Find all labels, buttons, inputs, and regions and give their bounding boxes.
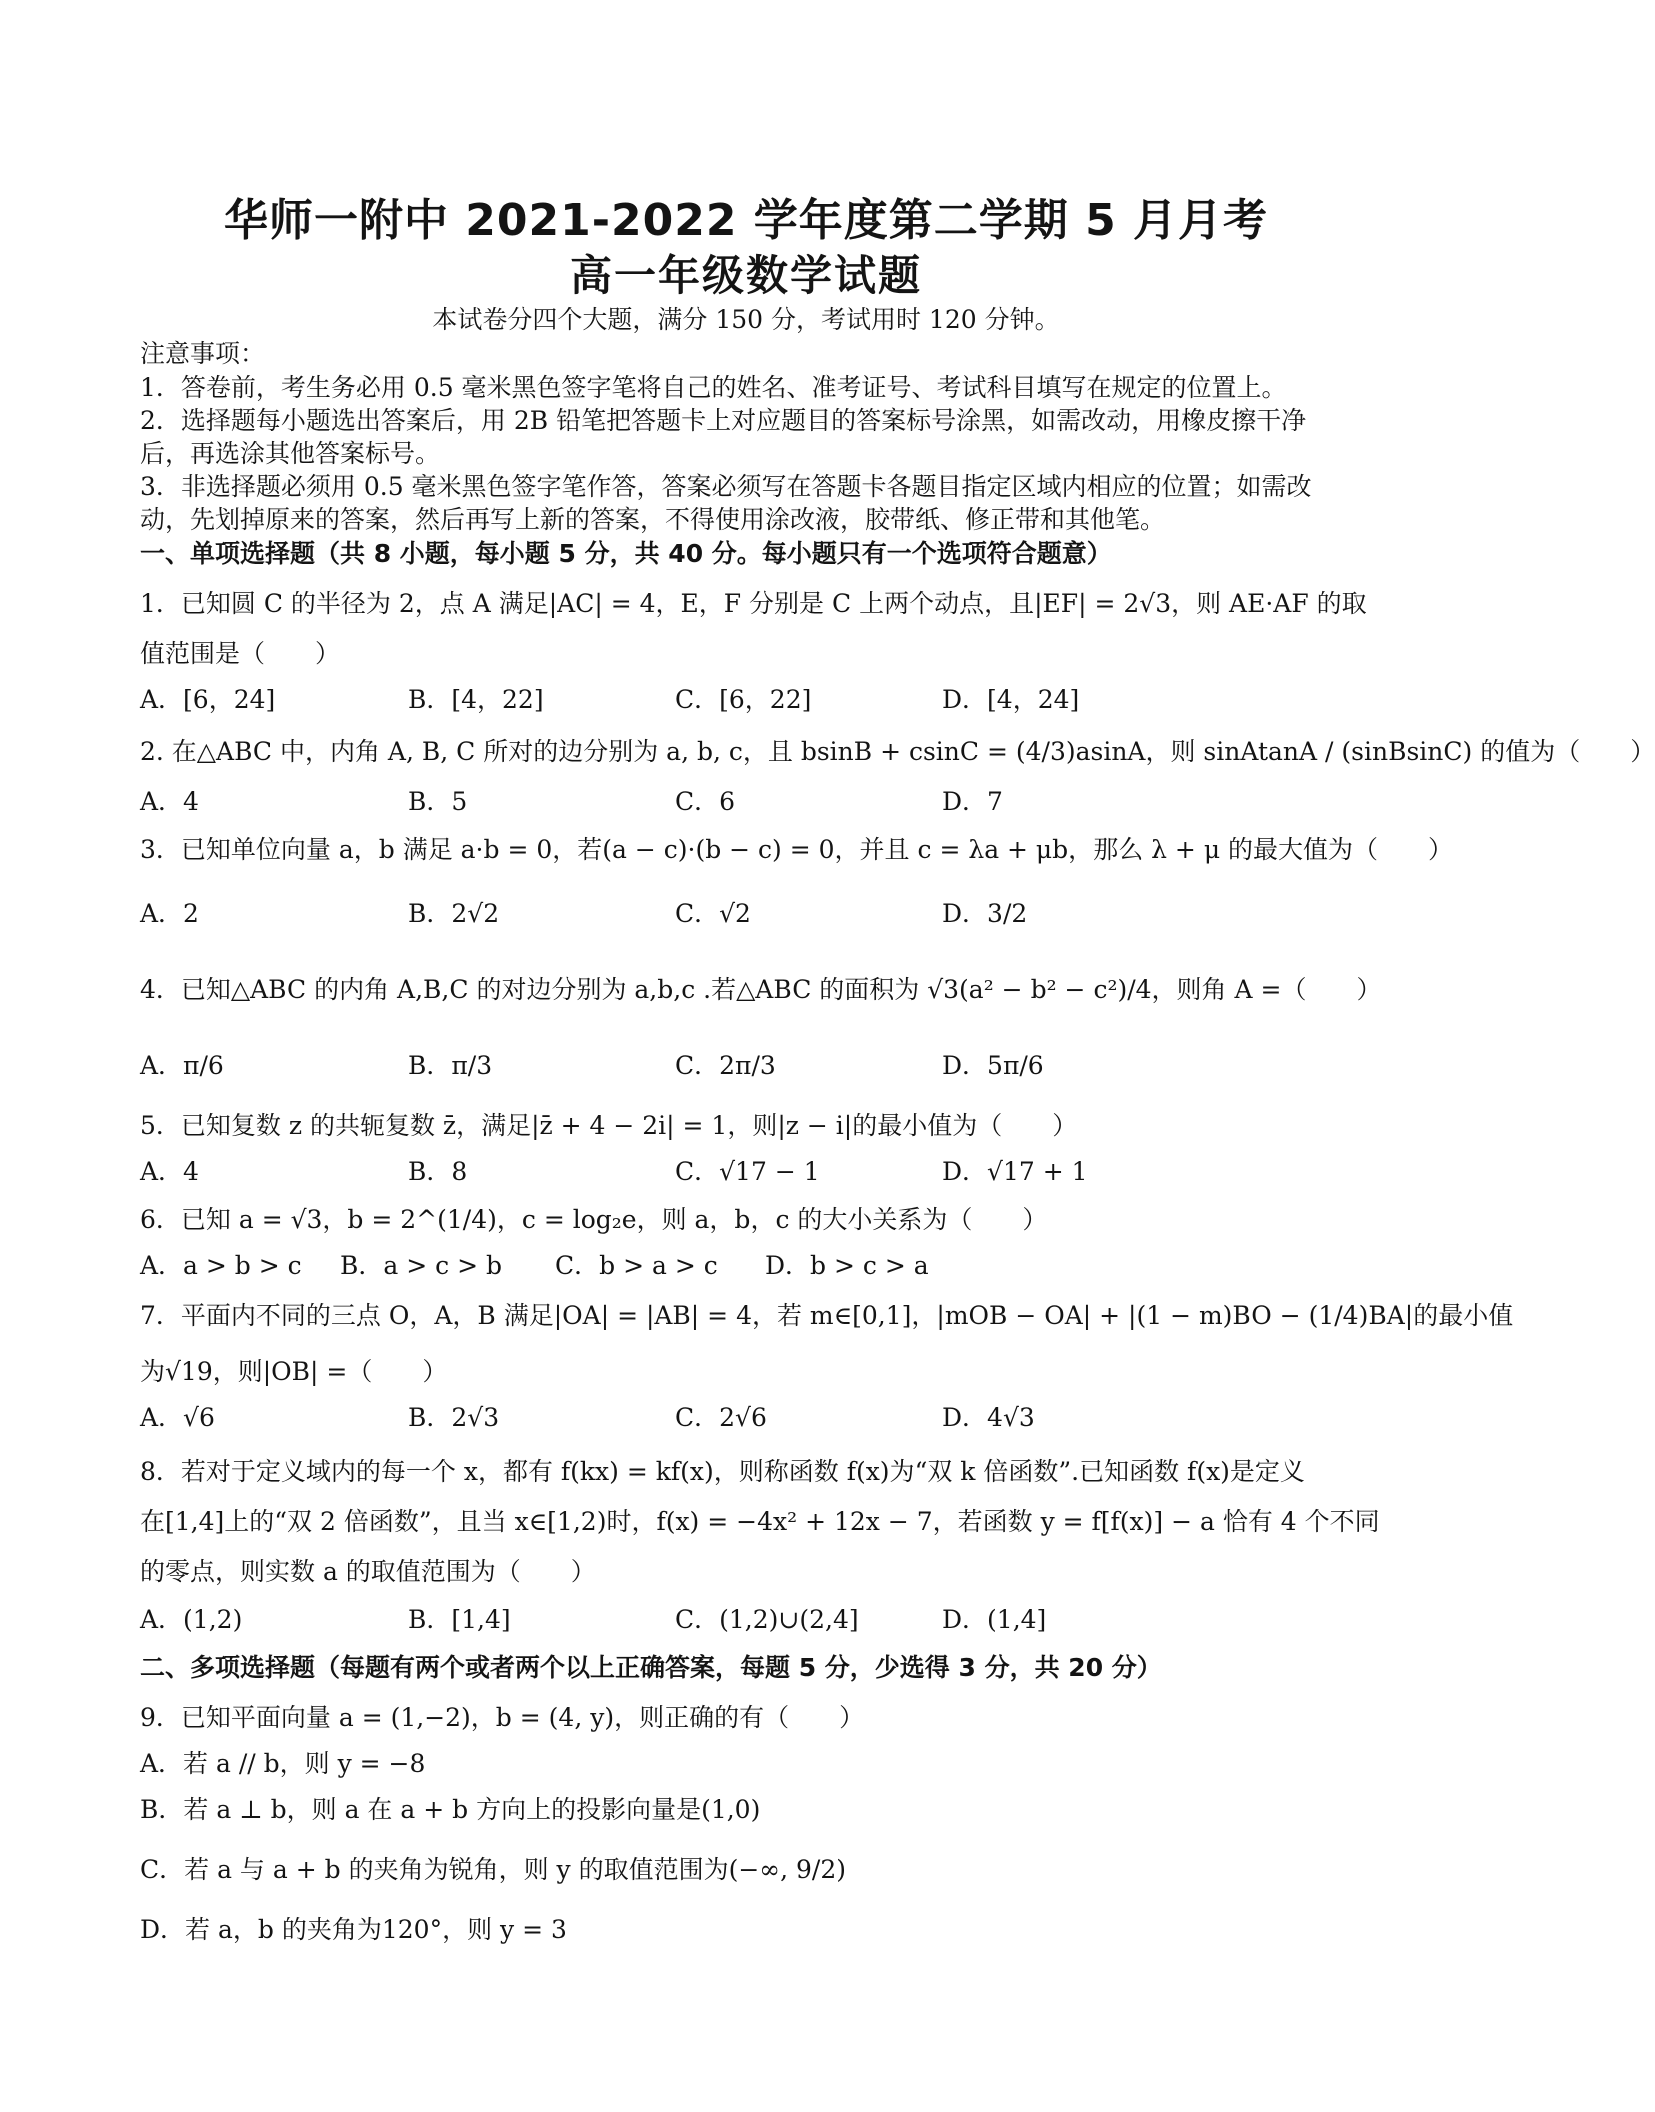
question-4-option-a: A．π/6 (140, 1051, 224, 1080)
note-line: 动，先划掉原来的答案，然后再写上新的答案，不得使用涂改液，胶带纸、修正带和其他笔。 (140, 505, 1166, 534)
note-line: 后，再选涂其他答案标号。 (140, 439, 441, 468)
question-8-option-b: B．[1,4] (408, 1605, 511, 1634)
question-7-stem: 为√19，则|OB| =（ ） (140, 1357, 448, 1386)
question-3-option-b: B．2√2 (408, 899, 500, 928)
question-1-option-d: D．[4，24] (942, 685, 1080, 714)
question-8-stem: 8．若对于定义域内的每一个 x，都有 f(kx) = kf(x)，则称函数 f(x)为“双 k 倍函数”.已知函数 f(x)是定义 (140, 1457, 1305, 1486)
note-line: 1．答卷前，考生务必用 0.5 毫米黑色签字笔将自己的姓名、准考证号、考试科目填写在规定的位置上。 (140, 373, 1287, 402)
exam-info: 本试卷分四个大题，满分 150 分，考试用时 120 分钟。 (432, 305, 1060, 334)
question-9-option-a: A．若 a // b，则 y = −8 (140, 1749, 426, 1778)
question-4-stem: 4．已知△ABC 的内角 A,B,C 的对边分别为 a,b,c .若△ABC 的面积为 √3(a² − b² − c²)/4，则角 A =（ ） (140, 975, 1382, 1004)
question-2-option-a: A．4 (140, 787, 199, 816)
exam-title: 华师一附中 2021-2022 学年度第二学期 5 月月考 (223, 195, 1269, 246)
question-3-option-a: A．2 (140, 899, 199, 928)
question-7-option-a: A．√6 (140, 1403, 215, 1432)
question-8-option-d: D．(1,4] (942, 1605, 1047, 1634)
question-3-stem: 3．已知单位向量 a，b 满足 a·b = 0，若(a − c)·(b − c) = 0，并且 c = λa + μb，那么 λ + μ 的最大值为（ ） (140, 835, 1454, 864)
question-5-option-d: D．√17 + 1 (942, 1157, 1088, 1186)
question-1-stem: 值范围是（ ） (140, 639, 341, 668)
question-7-stem: 7．平面内不同的三点 O，A，B 满足|OA| = |AB| = 4，若 m∈[0,1]，|mOB − OA| + |(1 − m)BO − (1/4)BA|的最小值 (140, 1301, 1514, 1330)
question-1-option-c: C．[6，22] (675, 685, 812, 714)
question-5-stem: 5．已知复数 z 的共轭复数 z̄，满足|z̄ + 4 − 2i| = 1，则|z − i|的最小值为（ ） (140, 1111, 1078, 1140)
question-4-option-b: B．π/3 (408, 1051, 493, 1080)
question-9-option-d: D．若 a，b 的夹角为120°，则 y = 3 (140, 1915, 567, 1944)
question-8-stem: 的零点，则实数 a 的取值范围为（ ） (140, 1557, 596, 1586)
question-7-option-d: D．4√3 (942, 1403, 1035, 1432)
question-1-option-a: A．[6，24] (140, 685, 276, 714)
question-5-option-c: C．√17 − 1 (675, 1157, 820, 1186)
notes-heading: 注意事项： (140, 339, 266, 368)
question-5-option-a: A．4 (140, 1157, 199, 1186)
question-9-option-b: B．若 a ⊥ b，则 a 在 a + b 方向上的投影向量是(1,0) (140, 1795, 761, 1824)
question-3-option-c: C．√2 (675, 899, 751, 928)
question-2-option-b: B．5 (408, 787, 468, 816)
section-heading: 二、多项选择题（每题有两个或者两个以上正确答案，每题 5 分，少选得 3 分，共 20 分） (140, 1653, 1162, 1682)
question-4-option-d: D．5π/6 (942, 1051, 1044, 1080)
question-2-option-c: C．6 (675, 787, 736, 816)
question-9-stem: 9．已知平面向量 a = (1,−2)，b = (4, y)，则正确的有（ ） (140, 1703, 865, 1732)
question-6-option-d: D．b > c > a (765, 1251, 929, 1280)
question-3-option-d: D．3/2 (942, 899, 1028, 928)
question-6-option-a: A．a > b > c (140, 1251, 302, 1280)
question-1-stem: 1．已知圆 C 的半径为 2，点 A 满足|AC| = 4，E，F 分别是 C 上两个动点，且|EF| = 2√3，则 AE·AF 的取 (140, 589, 1367, 618)
question-2-stem: 2. 在△ABC 中，内角 A, B, C 所对的边分别为 a, b, c，且 bsinB + csinC = (4/3)asinA，则 sinAtanA / (sinBsinC) 的值为（ ） (140, 737, 1655, 766)
question-8-option-a: A．(1,2) (140, 1605, 243, 1634)
question-7-option-c: C．2√6 (675, 1403, 767, 1432)
question-7-option-b: B．2√3 (408, 1403, 500, 1432)
question-2-option-d: D．7 (942, 787, 1003, 816)
question-8-option-c: C．(1,2)∪(2,4] (675, 1605, 859, 1634)
question-8-stem: 在[1,4]上的“双 2 倍函数”，且当 x∈[1,2)时，f(x) = −4x² + 12x − 7，若函数 y = f[f(x)] − a 恰有 4 个不同 (140, 1507, 1380, 1536)
question-6-option-c: C．b > a > c (555, 1251, 718, 1280)
question-5-option-b: B．8 (408, 1157, 468, 1186)
question-9-option-c: C．若 a 与 a + b 的夹角为锐角，则 y 的取值范围为(−∞, 9/2) (140, 1855, 846, 1884)
question-4-option-c: C．2π/3 (675, 1051, 776, 1080)
note-line: 2．选择题每小题选出答案后，用 2B 铅笔把答题卡上对应题目的答案标号涂黑，如需改动，用橡皮擦干净 (140, 406, 1307, 435)
question-6-option-b: B．a > c > b (340, 1251, 502, 1280)
question-1-option-b: B．[4，22] (408, 685, 544, 714)
section-heading: 一、单项选择题（共 8 小题，每小题 5 分，共 40 分。每小题只有一个选项符合题意） (140, 539, 1112, 568)
exam-subtitle: 高一年级数学试题 (569, 251, 922, 300)
question-6-stem: 6．已知 a = √3，b = 2^(1/4)，c = log₂e，则 a，b，c 的大小关系为（ ） (140, 1205, 1048, 1234)
note-line: 3．非选择题必须用 0.5 毫米黑色签字笔作答，答案必须写在答题卡各题目指定区域内相应的位置；如需改 (140, 472, 1312, 501)
